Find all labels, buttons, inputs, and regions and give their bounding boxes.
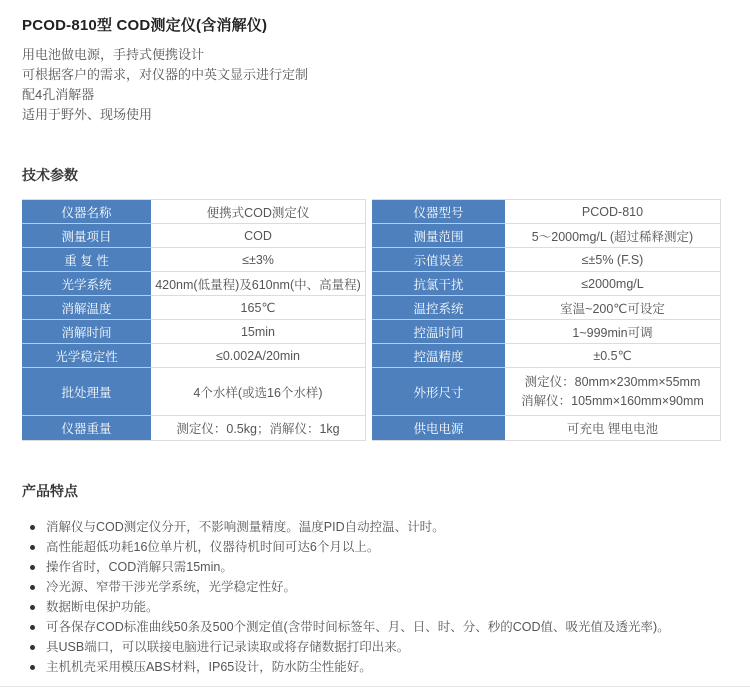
spec-row [372, 272, 721, 296]
spec-value-cell: PCOD-810 [505, 200, 721, 224]
spec-value-cell: 室温~200℃可设定 [505, 296, 721, 320]
spec-label-cell: 示值误差 [372, 248, 505, 272]
spec-label-cell: 消解温度 [22, 296, 151, 320]
product-description-line: 用电池做电源，手持式便携设计 [22, 47, 205, 62]
spec-label-cell: 抗氯干扰 [372, 272, 505, 296]
spec-value-cell: 4个水样(或选16个水样) [151, 368, 366, 416]
page-title: PCOD-810型 COD测定仪(含消解仪) [22, 17, 268, 34]
spec-label-cell: 控温精度 [372, 344, 505, 368]
feature-item [22, 537, 726, 557]
spec-label-cell: 测量项目 [22, 224, 151, 248]
feature-text: 具USB端口，可以联接电脑进行记录读取或将存储数据打印出来。 [46, 640, 410, 654]
section-heading-tech-specs: 技术参数 [22, 167, 78, 183]
spec-value-cell: ≤2000mg/L [505, 272, 721, 296]
spec-value-cell: 420nm(低量程)及610nm(中、高量程) [151, 272, 366, 296]
spec-row [22, 248, 366, 272]
spec-tables [22, 199, 726, 441]
spec-value-cell: 1~999min可调 [505, 320, 721, 344]
spec-table-left [22, 199, 366, 441]
feature-item [22, 577, 726, 597]
spec-label-cell: 重 复 性 [22, 248, 151, 272]
feature-text: 冷光源、窄带干涉光学系统，光学稳定性好。 [46, 580, 297, 594]
spec-label-cell: 控温时间 [372, 320, 505, 344]
spec-value-cell: 可充电 锂电电池 [505, 416, 721, 440]
spec-row [22, 344, 366, 368]
spec-row [372, 368, 721, 416]
feature-item [22, 597, 726, 617]
feature-item [22, 617, 726, 637]
bullet-icon [30, 585, 35, 590]
spec-value-cell: ≤0.002A/20min [151, 344, 366, 368]
feature-item [22, 517, 726, 537]
spec-label-cell: 温控系统 [372, 296, 505, 320]
spec-row [372, 224, 721, 248]
spec-table-right [372, 199, 721, 441]
spec-label-cell: 供电电源 [372, 416, 505, 440]
spec-row [22, 368, 366, 416]
spec-value-cell: COD [151, 224, 366, 248]
feature-item [22, 557, 726, 577]
bullet-icon [30, 525, 35, 530]
spec-value-cell: 测定仪：0.5kg；消解仪：1kg [151, 416, 366, 440]
feature-text: 数据断电保护功能。 [46, 600, 159, 614]
spec-label-cell: 仪器型号 [372, 200, 505, 224]
spec-label-cell: 消解时间 [22, 320, 151, 344]
feature-text: 操作省时，COD消解只需15min。 [46, 560, 233, 574]
bullet-icon [30, 665, 35, 670]
feature-item [22, 657, 726, 677]
spec-row [372, 344, 721, 368]
spec-label-cell: 仪器重量 [22, 416, 151, 440]
spec-row [372, 248, 721, 272]
spec-value-cell: 165℃ [151, 296, 366, 320]
spec-value-cell: ≤±5% (F.S) [505, 248, 721, 272]
spec-row [372, 296, 721, 320]
spec-label-cell: 光学稳定性 [22, 344, 151, 368]
spec-row [22, 272, 366, 296]
bullet-icon [30, 605, 35, 610]
spec-value-line: 测定仪：80mm×230mm×55mm [524, 374, 701, 389]
spec-row [22, 320, 366, 344]
spec-label-cell: 测量范围 [372, 224, 505, 248]
bullet-icon [30, 565, 35, 570]
spec-value-cell: ±0.5℃ [505, 344, 721, 368]
spec-value-cell: 便携式COD测定仪 [151, 200, 366, 224]
section-heading-features: 产品特点 [22, 483, 78, 499]
feature-text: 高性能超低功耗16位单片机，仪器待机时间可达6个月以上。 [46, 540, 380, 554]
product-description-line: 可根据客户的需求，对仪器的中英文显示进行定制 [22, 67, 309, 82]
spec-value-cell [505, 368, 721, 416]
bullet-icon [30, 545, 35, 550]
spec-row [22, 416, 366, 440]
spec-value-cell: ≤±3% [151, 248, 366, 272]
product-description-line: 适用于野外、现场使用 [22, 107, 153, 122]
spec-row [22, 296, 366, 320]
spec-value-line: 消解仪：105mm×160mm×90mm [521, 393, 704, 408]
spec-label-cell: 光学系统 [22, 272, 151, 296]
bullet-icon [30, 625, 35, 630]
feature-list [22, 517, 726, 677]
spec-row [372, 416, 721, 440]
feature-text: 可各保存COD标准曲线50条及500个测定值(含带时间标签年、月、日、时、分、秒的COD值、吸光值及透光率)。 [46, 620, 670, 634]
spec-value-cell: 5～2000mg/L (超过稀释测定) [505, 224, 721, 248]
spec-label-cell: 批处理量 [22, 368, 151, 416]
spec-label-cell: 仪器名称 [22, 200, 151, 224]
spec-row [22, 224, 366, 248]
feature-text: 主机机壳采用模压ABS材料，IP65设计，防水防尘性能好。 [46, 660, 372, 674]
bullet-icon [30, 645, 35, 650]
spec-value-cell: 15min [151, 320, 366, 344]
spec-row [22, 200, 366, 224]
spec-row [372, 200, 721, 224]
feature-item [22, 637, 726, 657]
spec-row [372, 320, 721, 344]
spec-label-cell: 外形尺寸 [372, 368, 505, 416]
product-description-line: 配4孔消解器 [22, 87, 95, 102]
feature-text: 消解仪与COD测定仪分开，不影响测量精度。温度PID自动控温、计时。 [46, 520, 445, 534]
